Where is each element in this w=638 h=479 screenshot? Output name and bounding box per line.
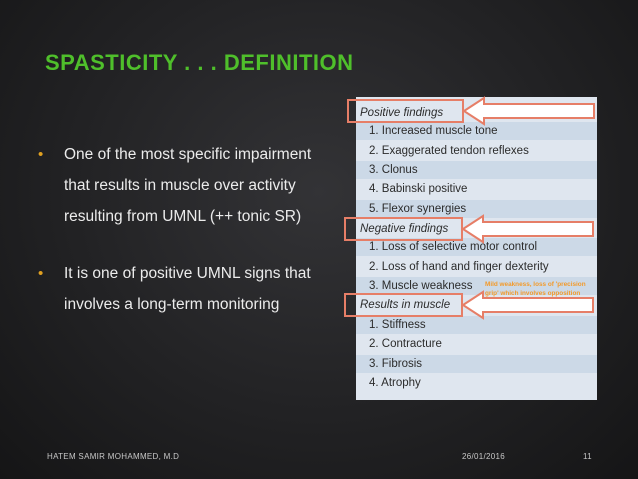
table-row: 1. Stiffness: [356, 316, 597, 334]
findings-table: [356, 97, 597, 400]
footer-author: HATEM SAMIR MOHAMMED, M.D: [47, 452, 180, 461]
table-row: 1. Loss of selective motor control: [356, 238, 597, 256]
bullet-item-1: [38, 139, 338, 232]
footer-page-number: 11: [583, 452, 592, 461]
slide-title: SPASTICITY . . . DEFINITION: [45, 50, 354, 75]
muscle-header-highlight: [344, 293, 463, 317]
bullet-text: One of the most specific impairment that results in muscle over activity resulting from UMNL (++ tonic SR): [64, 146, 312, 225]
negative-header-highlight: [344, 217, 463, 241]
table-row: 1. Increased muscle tone: [356, 122, 597, 140]
table-row: 3. Clonus: [356, 161, 597, 179]
bullet-marker: •: [38, 146, 44, 163]
table-row: 4. Babinski positive: [369, 183, 468, 195]
muscle-weakness-annotation: Mild weakness, loss of 'precision grip' which involves opposition: [485, 281, 586, 297]
results-in-muscle-header: Results in muscle: [360, 299, 451, 311]
bullet-item-2: [38, 258, 338, 320]
bullet-marker: •: [38, 265, 44, 282]
table-row: 4. Atrophy: [369, 377, 421, 389]
left-arrow-icon: [461, 214, 595, 244]
negative-findings-header: Negative findings: [360, 223, 449, 235]
positive-findings-header: Positive findings: [360, 107, 444, 119]
table-row: 2. Contracture: [369, 338, 442, 350]
table-row: 2. Exaggerated tendon reflexes: [369, 145, 529, 157]
positive-header-highlight: [347, 99, 464, 123]
table-row: 3. Muscle weakness: [356, 277, 597, 295]
footer-date: 26/01/2016: [462, 452, 506, 461]
bullet-text: It is one of positive UMNL signs that involves a long-term monitoring: [64, 265, 311, 313]
table-row: 2. Loss of hand and finger dexterity: [369, 261, 549, 273]
left-arrow-icon: [462, 96, 596, 126]
bullet-list: [38, 139, 338, 320]
table-row: 3. Fibrosis: [356, 355, 597, 373]
table-row: 5. Flexor synergies: [356, 200, 597, 218]
